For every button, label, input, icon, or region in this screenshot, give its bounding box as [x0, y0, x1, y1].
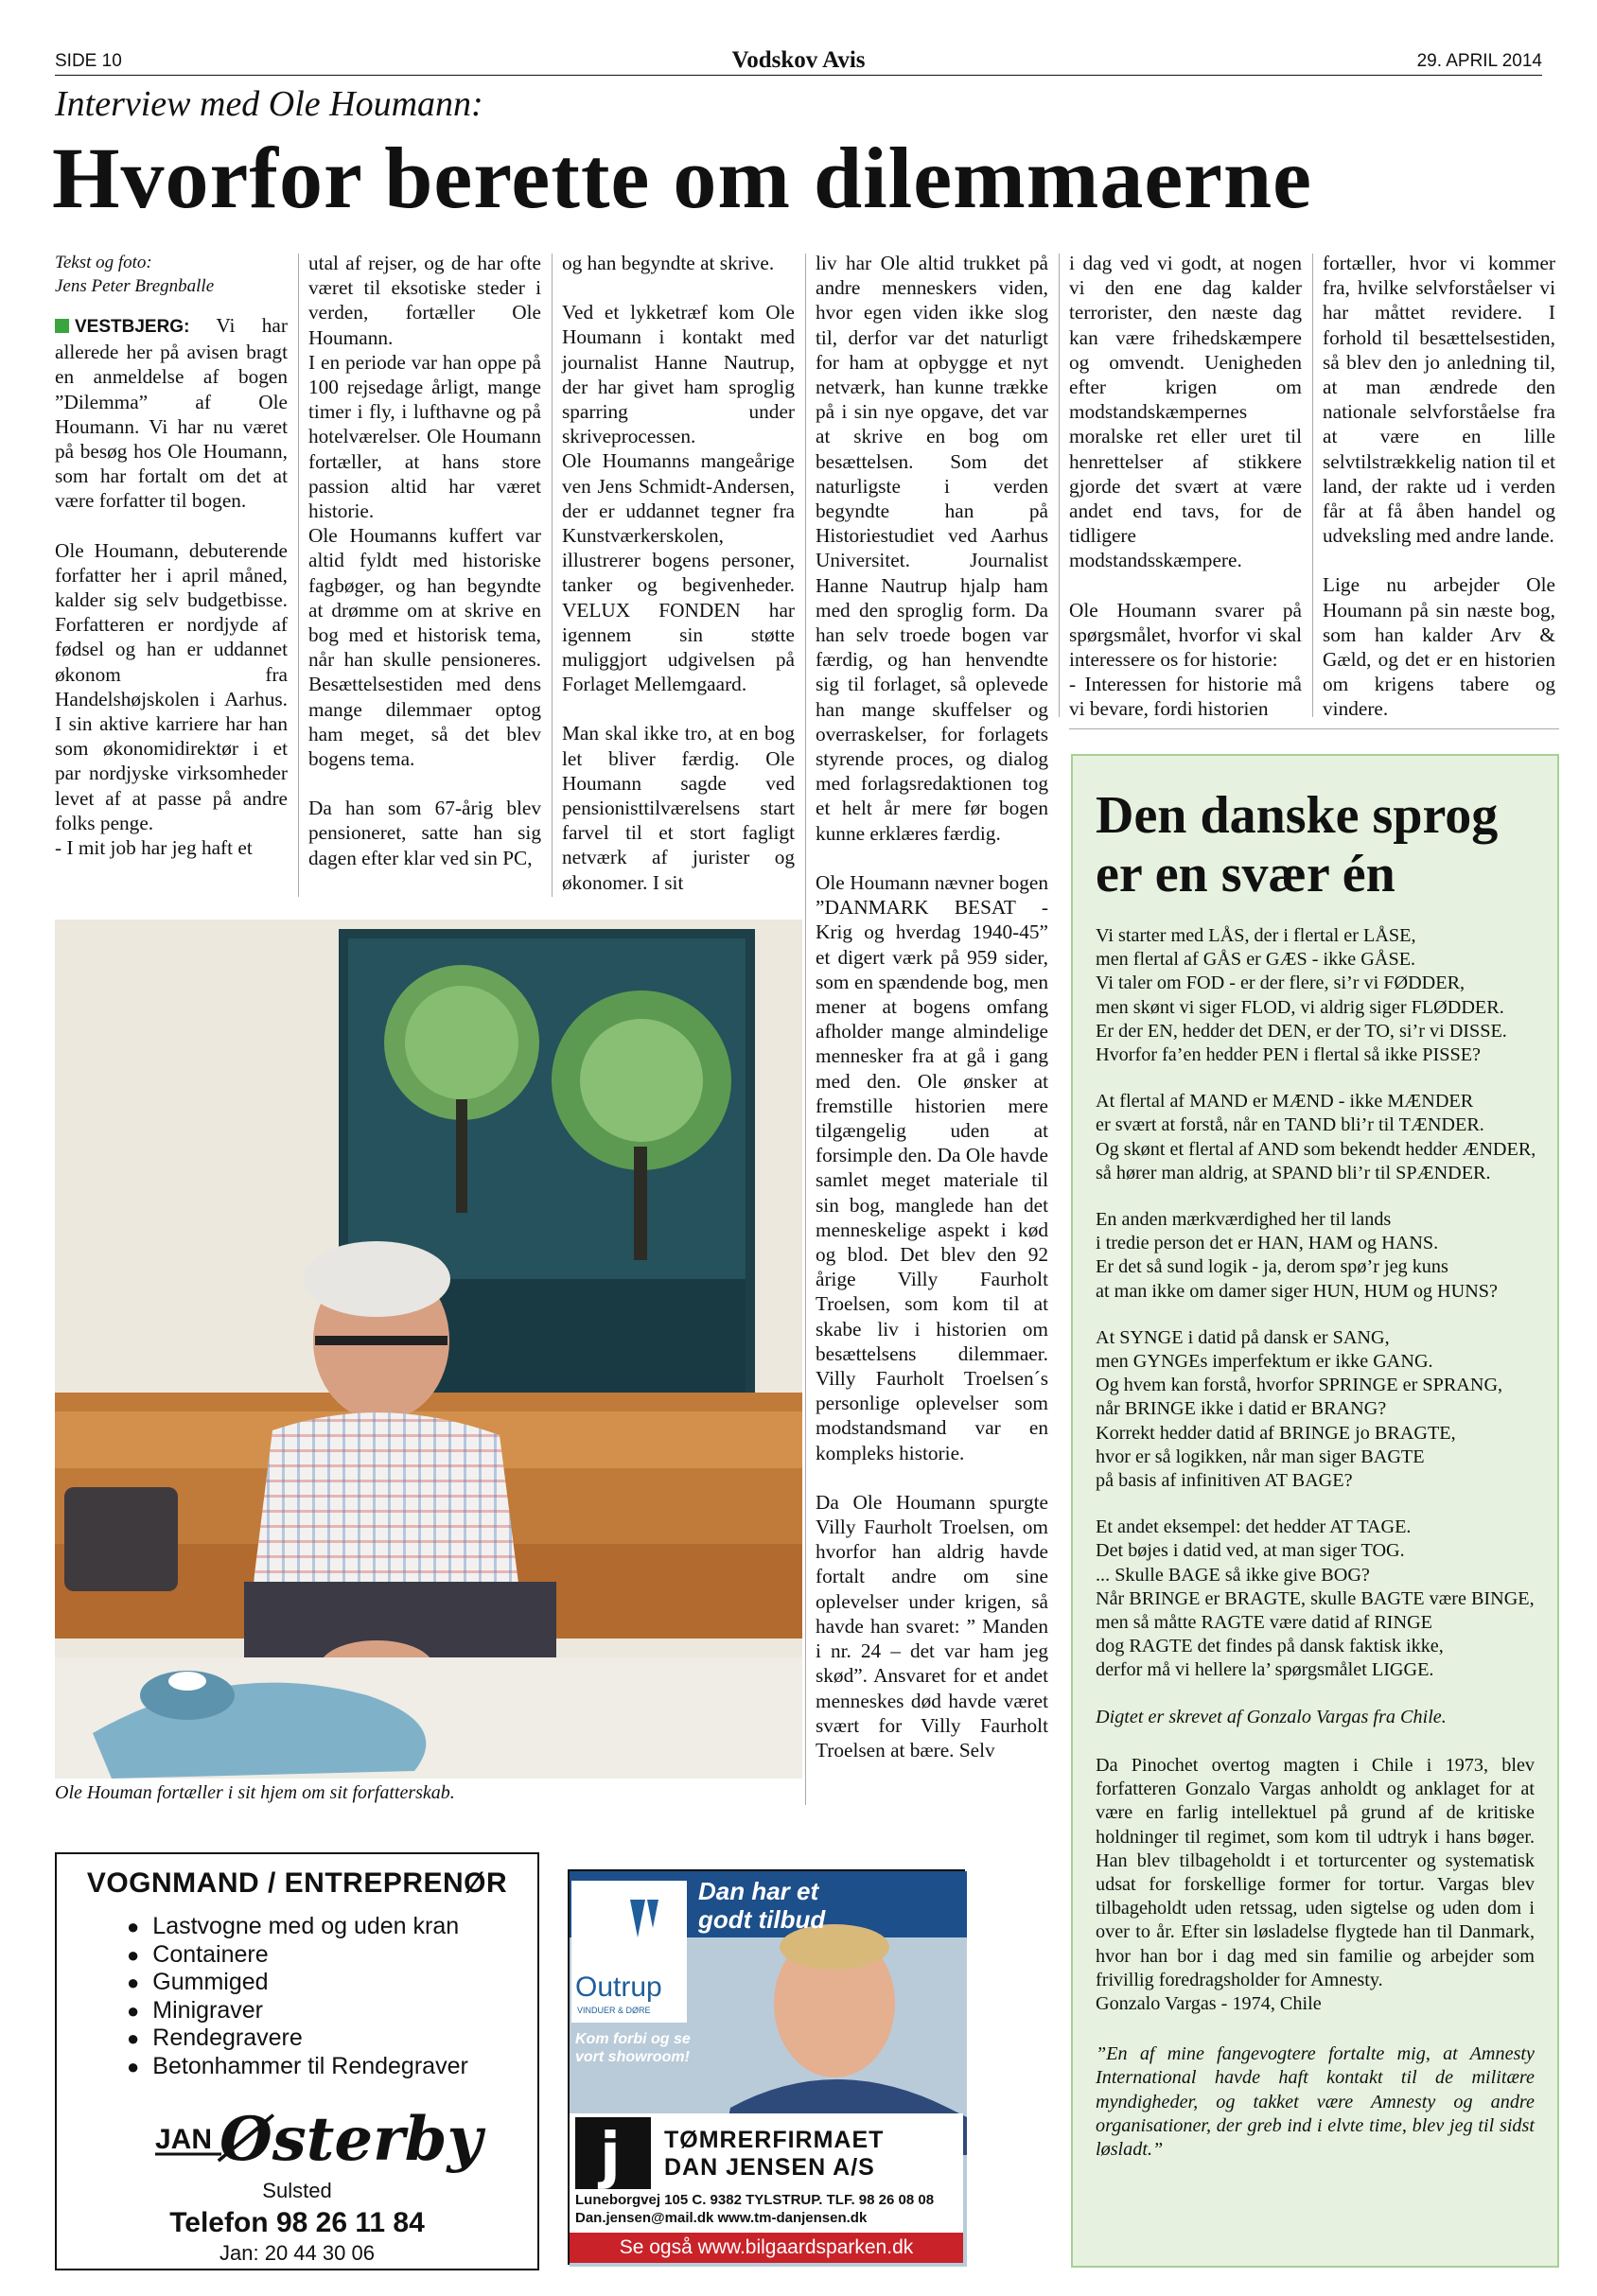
poem-line: dog RAGTE det findes på dansk faktisk ikke,	[1096, 1636, 1444, 1657]
firm-address-line: Luneborgvej 105 C. 9382 TYLSTRUP. TLF. 98 26 08 08	[575, 2192, 935, 2208]
author-quote: ”En af mine fangevogtere fortalte mig, at Amnesty International havde haft kontakt til de militære myndigheder, og takket være Amnesty og andre organisationer, der greb ind i elvte time, blev jeg til sidst løsladt.”	[1096, 2043, 1535, 2160]
poem-line: så hører man aldrig, at SPAND bli’r til SPÆNDER.	[1096, 1162, 1491, 1183]
byline-author: Jens Peter Bregnballe	[55, 276, 215, 296]
outrup-logo-icon	[571, 1881, 687, 1972]
ad-title: VOGNMAND / ENTREPRENØR	[86, 1867, 508, 1899]
photo-caption: Ole Houman fortæller i sit hjem om sit forfatterskab.	[55, 1782, 455, 1803]
column-divider	[298, 254, 299, 897]
firm-address	[575, 2191, 934, 2227]
poem-credit: Digtet er skrevet af Gonzalo Vargas fra Chile.	[1096, 1706, 1447, 1727]
article-column-1	[55, 251, 288, 885]
service-list	[127, 1913, 522, 2080]
paragraph: Ole Houmann svarer på spørgsmålet, hvorfor vi skal interessere os for historie:	[1069, 598, 1302, 672]
poem-line: ... Skulle BAGE så ikke give BOG?	[1096, 1564, 1370, 1586]
paragraph: utal af rejser, og de har ofte været til eksotiske steder i verden, fortæller Ole Houmann.	[308, 252, 541, 349]
author-signature: Gonzalo Vargas - 1974, Chile	[1096, 1992, 1322, 2014]
poem-line: er svært at forstå, når en TAND bli’r til TÆNDER.	[1096, 1114, 1484, 1136]
article-column-3	[562, 251, 795, 920]
article-column-4	[816, 251, 1048, 870]
newspaper-name: Vodskov Avis	[731, 47, 866, 73]
poem-title	[1096, 786, 1535, 903]
svg-text:Østerby: Østerby	[219, 2104, 483, 2175]
ad-town: Sulsted	[262, 2179, 332, 2202]
paragraph: Da han som 67-årig blev pensioneret, satte han sig dagen efter klar ved sin PC,	[308, 797, 541, 869]
service-item: ● Lastvogne med og uden kran	[127, 1913, 522, 1941]
article-column-2	[308, 251, 541, 895]
poem-line: En anden mærkværdighed her til lands	[1096, 1209, 1392, 1231]
poem-line: At flertal af MAND er MÆND - ikke MÆNDER	[1096, 1091, 1474, 1113]
paragraph: i dag ved vi godt, at nogen vi den ene dag kalder terrorister, den næste dag kan være frihedskæmpere og omvendt. Uenigheden efter krigen om modstandskæmpernes moralske ret eller uret til henrettelser af stikkere gjorde det svært at være andet end tavs, for de tidligere modstandsskæmpere.	[1069, 252, 1302, 572]
byline-label: Tekst og foto:	[55, 253, 152, 272]
paragraph: Ole Houmann, debuterende forfatter her i april måned, kalder sig selv budgetbisse. Forfatteren er nordjyde af fødsel og han er uddannet økonom fra Handelshøjskolen i Aarhus. I sin aktive karriere har han som økonomidirektør i et par nordjyske virksomheder levet af at passe på andre folks penge.	[55, 538, 288, 834]
poem-stanza	[1096, 1326, 1535, 1493]
byline	[55, 251, 288, 298]
poem-line: Hvorfor fa’en hedder PEN i flertal så ikke PISSE?	[1096, 1044, 1481, 1066]
paragraph: Lige nu arbejder Ole Houmann på sin næste bog, som han kalder Arv & Gæld, og det er en historien om krigens tabere og vindere.	[1323, 573, 1555, 721]
poem-line: Vi taler om FOD - er der flere, si’r vi FØDDER,	[1096, 973, 1465, 994]
poem-line: men GYNGEs imperfektum er ikke GANG.	[1096, 1351, 1433, 1373]
poem-line: Og skønt et flertal af AND som bekendt hedder ÆNDER,	[1096, 1138, 1536, 1160]
poem-title-line: Den danske sprog	[1096, 786, 1499, 845]
column-divider	[1059, 254, 1060, 717]
column-divider	[1312, 254, 1313, 717]
page-number: SIDE 10	[55, 51, 122, 71]
poem-line: hvor er så logikken, når man siger BAGTE	[1096, 1446, 1425, 1467]
poem-title-line: er en svær én	[1096, 845, 1395, 903]
lead-paragraph	[55, 313, 288, 514]
paragraph: Ole Houmanns kuffert var altid fyldt med historiske fagbøger, og han begyndte at drømme om at skrive en bog med et historisk tema, når han skulle pensioneres. Besættelsestiden med dens mange dilemmaer optog ham meget, så det blev bogens tema.	[308, 524, 541, 771]
poem-line: men flertal af GÅS er GÆS - ikke GÅSE.	[1096, 949, 1416, 971]
firm-name: TØMRERFIRMAET DAN JENSEN A/S	[664, 2127, 885, 2181]
paragraph: Da Ole Houmann spurgte Villy Faurholt Troelsen, om hvorfor han aldrig havde fortalt andre om sine oplevelser under krigen, så havde han svaret: ” Manden i nr. 24 – det var ham jeg skød”. Ansvaret for et andet menneskes død havde været svært for Villy Faurholt Troelsen at bære. Selv	[816, 1490, 1048, 1761]
ad-footer-banner: Se også www.bilgaardsparken.dk	[570, 2233, 963, 2263]
ad-slogan: Dan har et godt tilbud	[698, 1877, 826, 1934]
poem-line: At SYNGE i datid på dansk er SANG,	[1096, 1326, 1390, 1348]
paragraph: Man skal ikke tro, at en bog let bliver færdig. Ole Houmann sagde ved pensionisttilværelsens start farvel til et stort fagligt netværk af jurister og økonomer. I sit	[562, 722, 795, 894]
poem-line: Vi starter med LÅS, der i flertal er LÅSE,	[1096, 925, 1416, 946]
poem-line: Er der EN, hedder det DEN, er der TO, si’r vi DISSE.	[1096, 1020, 1507, 1042]
poem-stanza	[1096, 1516, 1535, 1682]
paragraph: Ole Houmanns mangeårige ven Jens Schmidt-Andersen, der er uddannet tegner fra Kunstværkerskolen, illustrerer bogens personer, tanker og begivenheder. VELUX FONDEN har igennem sin støtte muliggjort udgivelsen på Forlaget Mellemgaard.	[562, 449, 795, 696]
outrup-subtitle: VINDUER & DØRE	[577, 2006, 651, 2015]
service-item: ● Containere	[127, 1941, 522, 1970]
ad-mobile: Jan: 20 44 30 06	[219, 2241, 375, 2265]
poem-line: Er det så sund logik - ja, derom spø’r jeg kuns	[1096, 1256, 1448, 1278]
svg-text:JAN: JAN	[155, 2124, 213, 2155]
poem-box	[1071, 754, 1559, 2268]
osterby-logo	[72, 2094, 522, 2179]
paragraph: Vi har allerede her på avisen bragt en anmeldelse af bogen ”Dilemma” af Ole Houmann. Vi har nu været på besøg hos Ole Houmann, som har fortalt om det at være forfatter til bogen.	[55, 314, 288, 513]
advertisement-dan-jensen	[568, 1869, 965, 2265]
service-item: ● Betonhammer til Rendegraver	[127, 2053, 522, 2081]
outrup-brand: Outrup	[575, 1972, 662, 2003]
poem-line: på basis af infinitiven AT BAGE?	[1096, 1470, 1353, 1492]
poem-line: i tredie person det er HAN, HAM og HANS.	[1096, 1233, 1439, 1254]
article-column-4b	[816, 870, 1048, 1787]
ad-phone: Telefon 98 26 11 84	[169, 2207, 425, 2238]
poem-line: men så måtte RAGTE være datid af RINGE	[1096, 1612, 1432, 1634]
article-kicker: Interview med Ole Houmann:	[55, 84, 483, 124]
osterby-logo-icon	[146, 2094, 483, 2179]
paragraph: I en periode var han oppe på 100 rejsedage årligt, mange timer i fly, i lufthavne og på hotelværelser. Ole Houmann fortæller, at hans store passion altid har været historie.	[308, 350, 541, 523]
page-header	[55, 47, 1542, 76]
poem-line: derfor må vi hellere la’ spørgsmålet LIGGE.	[1096, 1659, 1434, 1681]
poem-line: Når BRINGE er BRAGTE, skulle BAGTE være BINGE,	[1096, 1587, 1535, 1609]
portrait-photo-illustration	[55, 920, 802, 1779]
poem-line: at man ikke om damer siger HUN, HUM og HUNS?	[1096, 1280, 1498, 1302]
article-column-6	[1323, 251, 1555, 746]
column-divider	[552, 254, 553, 897]
article-photo	[55, 920, 802, 1779]
firm-contact-line: Dan.jensen@mail.dk www.tm-danjensen.dk	[575, 2210, 868, 2226]
svg-text:j: j	[600, 2121, 621, 2191]
dateline-marker-icon	[55, 319, 69, 333]
issue-date: 29. APRIL 2014	[1416, 51, 1542, 71]
article-headline: Hvorfor berette om dilemmaerne	[52, 130, 1313, 226]
service-item: ● Gummiged	[127, 1969, 522, 1997]
poem-line: Og hvem kan forstå, hvorfor SPRINGE er SPRANG,	[1096, 1375, 1503, 1396]
article-column-5	[1069, 251, 1302, 746]
paragraph: liv har Ole altid trukket på andre menneskers viden, hvor egen viden ikke slog til, derfor var det naturligt for ham at opbygge et nyt netværk, han kunne trække på i sin nye opgave, det var at skrive en bog om besættelsen. Som det naturligste i verden begyndte han på Historiestudiet ved Aarhus Universitet. Journalist Hanne Nautrup hjalp ham med den sproglig form. Da han selv troede bogen var færdig, og han henvendte sig til forlaget, så oplevede han mange skuffelser og overraskelser, for forlagets styrende proces, og dialog med forlagsredaktionen tog et helt år mere før bogen kunne erklæres færdig.	[816, 252, 1048, 845]
poem-line: Korrekt hedder datid af BRINGE jo BRAGTE,	[1096, 1422, 1456, 1444]
poem-stanza	[1096, 1208, 1535, 1304]
firm-block	[570, 2113, 963, 2236]
service-item: ● Rendegravere	[127, 2024, 522, 2053]
poem-line: men skønt vi siger FLOD, vi aldrig siger FLØDDER.	[1096, 996, 1504, 1018]
poem-stanza	[1096, 1090, 1535, 1185]
poem-line: Et andet eksempel: det hedder AT TAGE.	[1096, 1516, 1412, 1538]
paragraph: og han begyndte at skrive.	[562, 252, 775, 274]
section-divider	[1069, 728, 1559, 729]
dj-logo-icon	[575, 2117, 660, 2189]
poem-line: når BRINGE ikke i datid er BRANG?	[1096, 1398, 1387, 1420]
paragraph: - I mit job har jeg haft et	[55, 836, 253, 860]
poem-stanza	[1096, 924, 1535, 1067]
poem-line: Det bøjes i datid ved, at man siger TOG.	[1096, 1540, 1405, 1562]
ad-visit-text: Kom forbi og se vort showroom!	[575, 2031, 691, 2065]
paragraph: Ole Houmann nævner bogen ”DANMARK BESAT - Krig og hverdag 1940-45” et digert værk på 959 sider, som en spændende bog, men mener at bogens omfang afholder mange almindelige mennesker fra at gå i gang med den. Ole ønsker at fremstille historien mere tilgængelig uden at forsimple den. Da Ole havde samlet meget materiale til sin bog, manglede han det menneskelige aspekt i kød og blod. Det blev den 92 årige Villy Faurholt Troelsen, som kom til at skabe liv i historien om besættelsens dilemmaer. Villy Faurholt Troelsen´s personlige oplevelser som modstandsmand var en kompleks historie.	[816, 871, 1048, 1464]
paragraph: - Interessen for historie må vi bevare, fordi historien	[1069, 673, 1302, 721]
paragraph: Ved et lykketræf kom Ole Houmann i kontakt med journalist Hanne Nautrup, der har givet ham sproglig sparring under skriveprocessen.	[562, 301, 795, 448]
column-divider	[805, 254, 806, 1805]
paragraph: fortæller, hvor vi kommer fra, hvilke selvforståelser vi har måttet revidere. I forhold til besættelsestiden, så blev den jo anledning til, at man ændrede den nationale selvforståelse fra at være en lille selvtilstrækkelig nation til et land, der rakte ud i verden får at få åben handel og udveksling med andre lande.	[1323, 252, 1555, 548]
outrup-logo	[571, 1881, 687, 2023]
advertisement-osterby	[55, 1852, 539, 2270]
author-bio: Da Pinochet overtog magten i Chile i 1973, blev forfatteren Gonzalo Vargas anholdt og anklaget for at være en farlig intellektuel på grund af de kritiske holdninger til regimet, som kom til udtryk i hans bøger. Han blev tilbageholdt i et torturcenter og systematisk udsat for forskellige former for tortur. Vargas blev tilbageholdt uden retssag, uden sigtelse og uden dom i over to år. Efter sin løsladelse flygtede han til Danmark, hvor han bor i dag med sin familie og arbejder som frivillig foredragsholder for Amnesty.	[1096, 1754, 1535, 1990]
service-item: ● Minigraver	[127, 1997, 522, 2025]
dateline: VESTBJERG:	[75, 317, 190, 337]
